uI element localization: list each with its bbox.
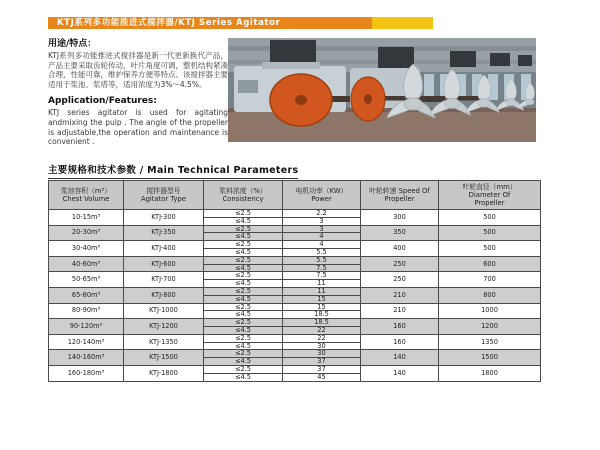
cell-consistency: ≤4.5 xyxy=(204,342,283,350)
features-zh-body: KTJ系列多功能推进式搅拌器是新一代更新换代产品，产品主要采取齿轮传动，叶片角度可调，整机结构紧凑合理，性能可靠，维护保养方便等特点。该搅拌器主要适用于浆池、浆塔等，适用浓度为3%～4.5%。 xyxy=(48,51,228,89)
intro-section xyxy=(48,36,228,147)
cell-chest-volume: 120-140m³ xyxy=(49,334,124,350)
cell-agitator-type: KTJ-300 xyxy=(124,210,204,226)
cell-consistency: ≤4.5 xyxy=(204,311,283,319)
cell-power: 37 xyxy=(283,365,361,373)
cell-consistency: ≤4.5 xyxy=(204,233,283,241)
header-bar xyxy=(48,17,372,29)
column-header xyxy=(49,181,124,210)
column-header-line: Diameter Of xyxy=(468,191,511,199)
column-header-line: Power xyxy=(311,195,332,203)
cell-chest-volume: 50-65m³ xyxy=(49,272,124,288)
features-en-heading: Application/Features: xyxy=(48,96,157,107)
spec-table xyxy=(48,180,541,382)
column-header-line: Consistency xyxy=(222,195,264,203)
cell-agitator-type: KTJ-1350 xyxy=(124,334,204,350)
cell-agitator-type: KTJ-1800 xyxy=(124,365,204,381)
spec-row xyxy=(49,303,541,311)
cell-diameter: 700 xyxy=(439,272,541,288)
cell-diameter: 1800 xyxy=(439,365,541,381)
cell-power: 4 xyxy=(283,233,361,241)
table-title: 主要规格和技术参数 / Main Technical Parameters xyxy=(48,162,298,179)
factory-photo-illustration xyxy=(228,38,536,142)
cell-consistency: ≤2.5 xyxy=(204,334,283,342)
column-header xyxy=(124,181,204,210)
cell-consistency: ≤2.5 xyxy=(204,303,283,311)
cell-diameter: 500 xyxy=(439,241,541,257)
cell-speed: 140 xyxy=(361,365,439,381)
cell-chest-volume: 80-90m³ xyxy=(49,303,124,319)
column-header xyxy=(204,181,283,210)
cell-power: 22 xyxy=(283,334,361,342)
column-header-line: Agitator Type xyxy=(140,195,187,203)
column-header-line: Propeller xyxy=(474,199,505,207)
spec-row xyxy=(49,225,541,233)
cell-power: 3 xyxy=(283,225,361,233)
page-title: KTJ系列多功能推进式搅拌器/KTJ Series Agitator xyxy=(57,18,281,28)
cell-diameter: 500 xyxy=(439,225,541,241)
cell-power: 18.5 xyxy=(283,319,361,327)
cell-power: 7.5 xyxy=(283,272,361,280)
spec-table-header-row xyxy=(49,181,541,210)
cell-power: 3 xyxy=(283,217,361,225)
cell-consistency: ≤2.5 xyxy=(204,256,283,264)
cell-agitator-type: KTJ-700 xyxy=(124,272,204,288)
cell-chest-volume: 20-30m³ xyxy=(49,225,124,241)
spec-row xyxy=(49,241,541,249)
cell-power: 11 xyxy=(283,287,361,295)
cell-power: 22 xyxy=(283,326,361,334)
cell-consistency: ≤4.5 xyxy=(204,373,283,381)
cell-consistency: ≤2.5 xyxy=(204,241,283,249)
column-header-line: 搅拌器型号 xyxy=(146,187,181,195)
cell-consistency: ≤4.5 xyxy=(204,358,283,366)
cell-power: 7.5 xyxy=(283,264,361,272)
header-accent-block xyxy=(372,17,433,29)
column-header-line: 叶轮转速 Speed Of xyxy=(369,187,430,195)
cell-power: 2.2 xyxy=(283,210,361,218)
cell-diameter: 800 xyxy=(439,287,541,303)
cell-consistency: ≤4.5 xyxy=(204,248,283,256)
column-header-line: 叶轮直径（mm） xyxy=(462,183,517,191)
cell-speed: 350 xyxy=(361,225,439,241)
column-header-line: 电机功率（KW） xyxy=(295,187,348,195)
cell-speed: 210 xyxy=(361,303,439,319)
spec-row xyxy=(49,319,541,327)
cell-consistency: ≤2.5 xyxy=(204,287,283,295)
cell-consistency: ≤2.5 xyxy=(204,365,283,373)
cell-power: 30 xyxy=(283,342,361,350)
cell-speed: 160 xyxy=(361,319,439,335)
cell-agitator-type: KTJ-1000 xyxy=(124,303,204,319)
cell-speed: 140 xyxy=(361,350,439,366)
cell-consistency: ≤2.5 xyxy=(204,319,283,327)
cell-speed: 300 xyxy=(361,210,439,226)
cell-consistency: ≤2.5 xyxy=(204,350,283,358)
cell-diameter: 1200 xyxy=(439,319,541,335)
cell-speed: 210 xyxy=(361,287,439,303)
product-photo xyxy=(228,38,536,142)
cell-power: 15 xyxy=(283,303,361,311)
cell-power: 45 xyxy=(283,373,361,381)
column-header-line: Propeller xyxy=(384,195,415,203)
spec-row xyxy=(49,350,541,358)
cell-power: 11 xyxy=(283,280,361,288)
cell-power: 4 xyxy=(283,241,361,249)
cell-speed: 250 xyxy=(361,256,439,272)
spec-table-body xyxy=(49,210,541,382)
cell-diameter: 500 xyxy=(439,210,541,226)
cell-consistency: ≤4.5 xyxy=(204,326,283,334)
cell-chest-volume: 160-180m³ xyxy=(49,365,124,381)
cell-diameter: 1350 xyxy=(439,334,541,350)
cell-consistency: ≤2.5 xyxy=(204,225,283,233)
cell-power: 37 xyxy=(283,358,361,366)
cell-speed: 400 xyxy=(361,241,439,257)
cell-speed: 250 xyxy=(361,272,439,288)
cell-power: 15 xyxy=(283,295,361,303)
cell-consistency: ≤4.5 xyxy=(204,295,283,303)
column-header xyxy=(439,181,541,210)
cell-power: 5.5 xyxy=(283,248,361,256)
cell-chest-volume: 140-160m³ xyxy=(49,350,124,366)
cell-speed: 160 xyxy=(361,334,439,350)
cell-consistency: ≤2.5 xyxy=(204,210,283,218)
spec-row xyxy=(49,287,541,295)
cell-agitator-type: KTJ-600 xyxy=(124,256,204,272)
cell-chest-volume: 30-40m³ xyxy=(49,241,124,257)
cell-power: 5.5 xyxy=(283,256,361,264)
cell-chest-volume: 65-80m³ xyxy=(49,287,124,303)
cell-agitator-type: KTJ-1200 xyxy=(124,319,204,335)
cell-consistency: ≤2.5 xyxy=(204,272,283,280)
cell-consistency: ≤4.5 xyxy=(204,280,283,288)
cell-agitator-type: KTJ-800 xyxy=(124,287,204,303)
cell-chest-volume: 40-60m³ xyxy=(49,256,124,272)
spec-row xyxy=(49,256,541,264)
column-header-line: 浆池容积（m³） xyxy=(60,187,112,195)
features-en-body: KTJ series agitator is used for agitating andmixing the pulp . The angle of the propeller is adjustable,the operation and maintenance is convenient . xyxy=(48,108,228,147)
cell-diameter: 1000 xyxy=(439,303,541,319)
spec-row xyxy=(49,334,541,342)
cell-consistency: ≤4.5 xyxy=(204,217,283,225)
cell-consistency: ≤4.5 xyxy=(204,264,283,272)
column-header-line: Chest Volume xyxy=(62,195,110,203)
cell-chest-volume: 90-120m³ xyxy=(49,319,124,335)
spec-row xyxy=(49,365,541,373)
spec-row xyxy=(49,210,541,218)
cell-power: 30 xyxy=(283,350,361,358)
column-header xyxy=(361,181,439,210)
cell-agitator-type: KTJ-400 xyxy=(124,241,204,257)
cell-chest-volume: 10-15m³ xyxy=(49,210,124,226)
cell-power: 18.5 xyxy=(283,311,361,319)
column-header-line: 浆料浓度（%） xyxy=(219,187,267,195)
features-zh-heading: 用途/特点： xyxy=(48,39,97,49)
spec-row xyxy=(49,272,541,280)
cell-diameter: 600 xyxy=(439,256,541,272)
column-header xyxy=(283,181,361,210)
cell-agitator-type: KTJ-1500 xyxy=(124,350,204,366)
cell-diameter: 1500 xyxy=(439,350,541,366)
cell-agitator-type: KTJ-350 xyxy=(124,225,204,241)
